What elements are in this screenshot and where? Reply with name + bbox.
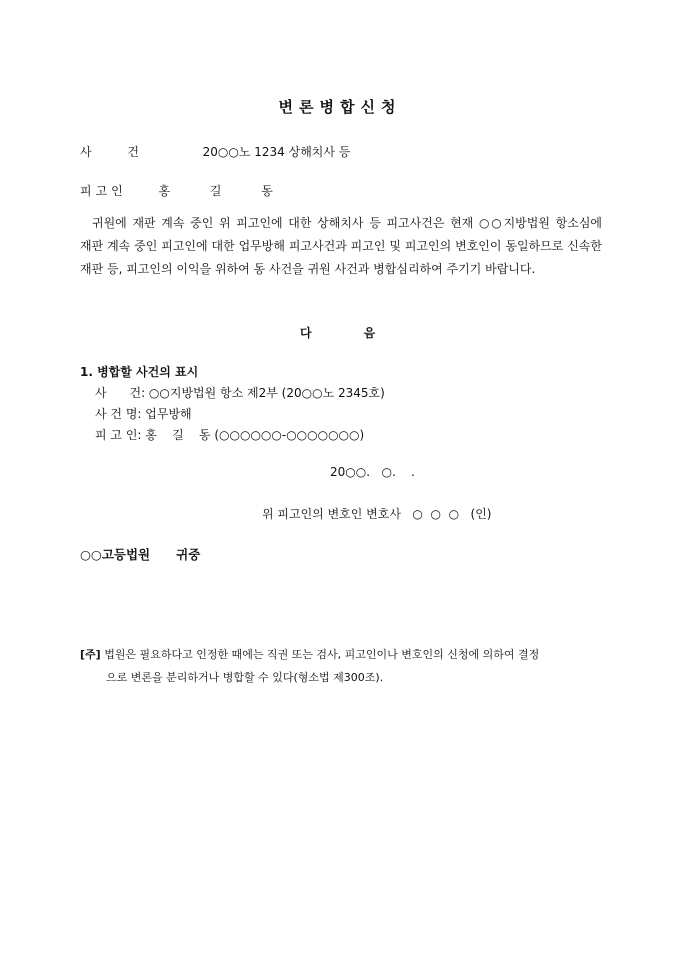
case-value: 20○○노 1234 상해치사 등: [202, 145, 351, 159]
detail-case-name: 사 건 명: 업무방해: [95, 407, 192, 421]
signature-line: 위 피고인의 변호인 변호사 ○ ○ ○ (인): [262, 507, 492, 521]
footnote: [80, 643, 602, 689]
document-title: 변론병합신청: [278, 98, 402, 116]
defendant-row: [80, 182, 291, 199]
defendant-label: 피고인: [80, 184, 127, 198]
footnote-line-1: 법원은 필요하다고 인정한 때에는 직권 또는 검사, 피고인이나 변호인의 신청에 의하여 결정: [104, 648, 540, 661]
court-addressee: [80, 545, 200, 563]
defendant-value: 홍 길 동: [158, 184, 291, 198]
section-title: 1. 병합할 사건의 표시: [80, 365, 199, 379]
court-name: ○○고등법원: [80, 547, 151, 562]
case-row: [80, 143, 350, 160]
body-paragraph: 귀원에 재판 계속 중인 위 피고인에 대한 상해치사 등 피고사건은 현재 ○○지방법원 항소심에 재판 계속 중인 피고인에 대한 업무방해 피고사건과 피고인 및 피고인의 변호인이 동일하므로 신속한 재판 등, 피고인의 이익을 위하여 동 사건을 귀원 사건과 병합심리하여 주기기 바랍니다.: [80, 216, 602, 276]
case-label: 사 건: [80, 145, 155, 159]
filing-date: 20○○. ○. .: [330, 465, 415, 479]
detail-defendant: 피 고 인: 홍 길 동 (○○○○○○-○○○○○○○): [95, 428, 365, 442]
dagum-heading: 다음: [300, 326, 428, 340]
detail-case: 사 건: ○○지방법원 항소 제2부 (20○○노 2345호): [95, 386, 385, 400]
footnote-tag: [주]: [80, 648, 101, 661]
court-suffix: 귀중: [176, 547, 201, 562]
footnote-line-2: 으로 변론을 분리하거나 병합할 수 있다(형소법 제300조).: [106, 671, 384, 684]
